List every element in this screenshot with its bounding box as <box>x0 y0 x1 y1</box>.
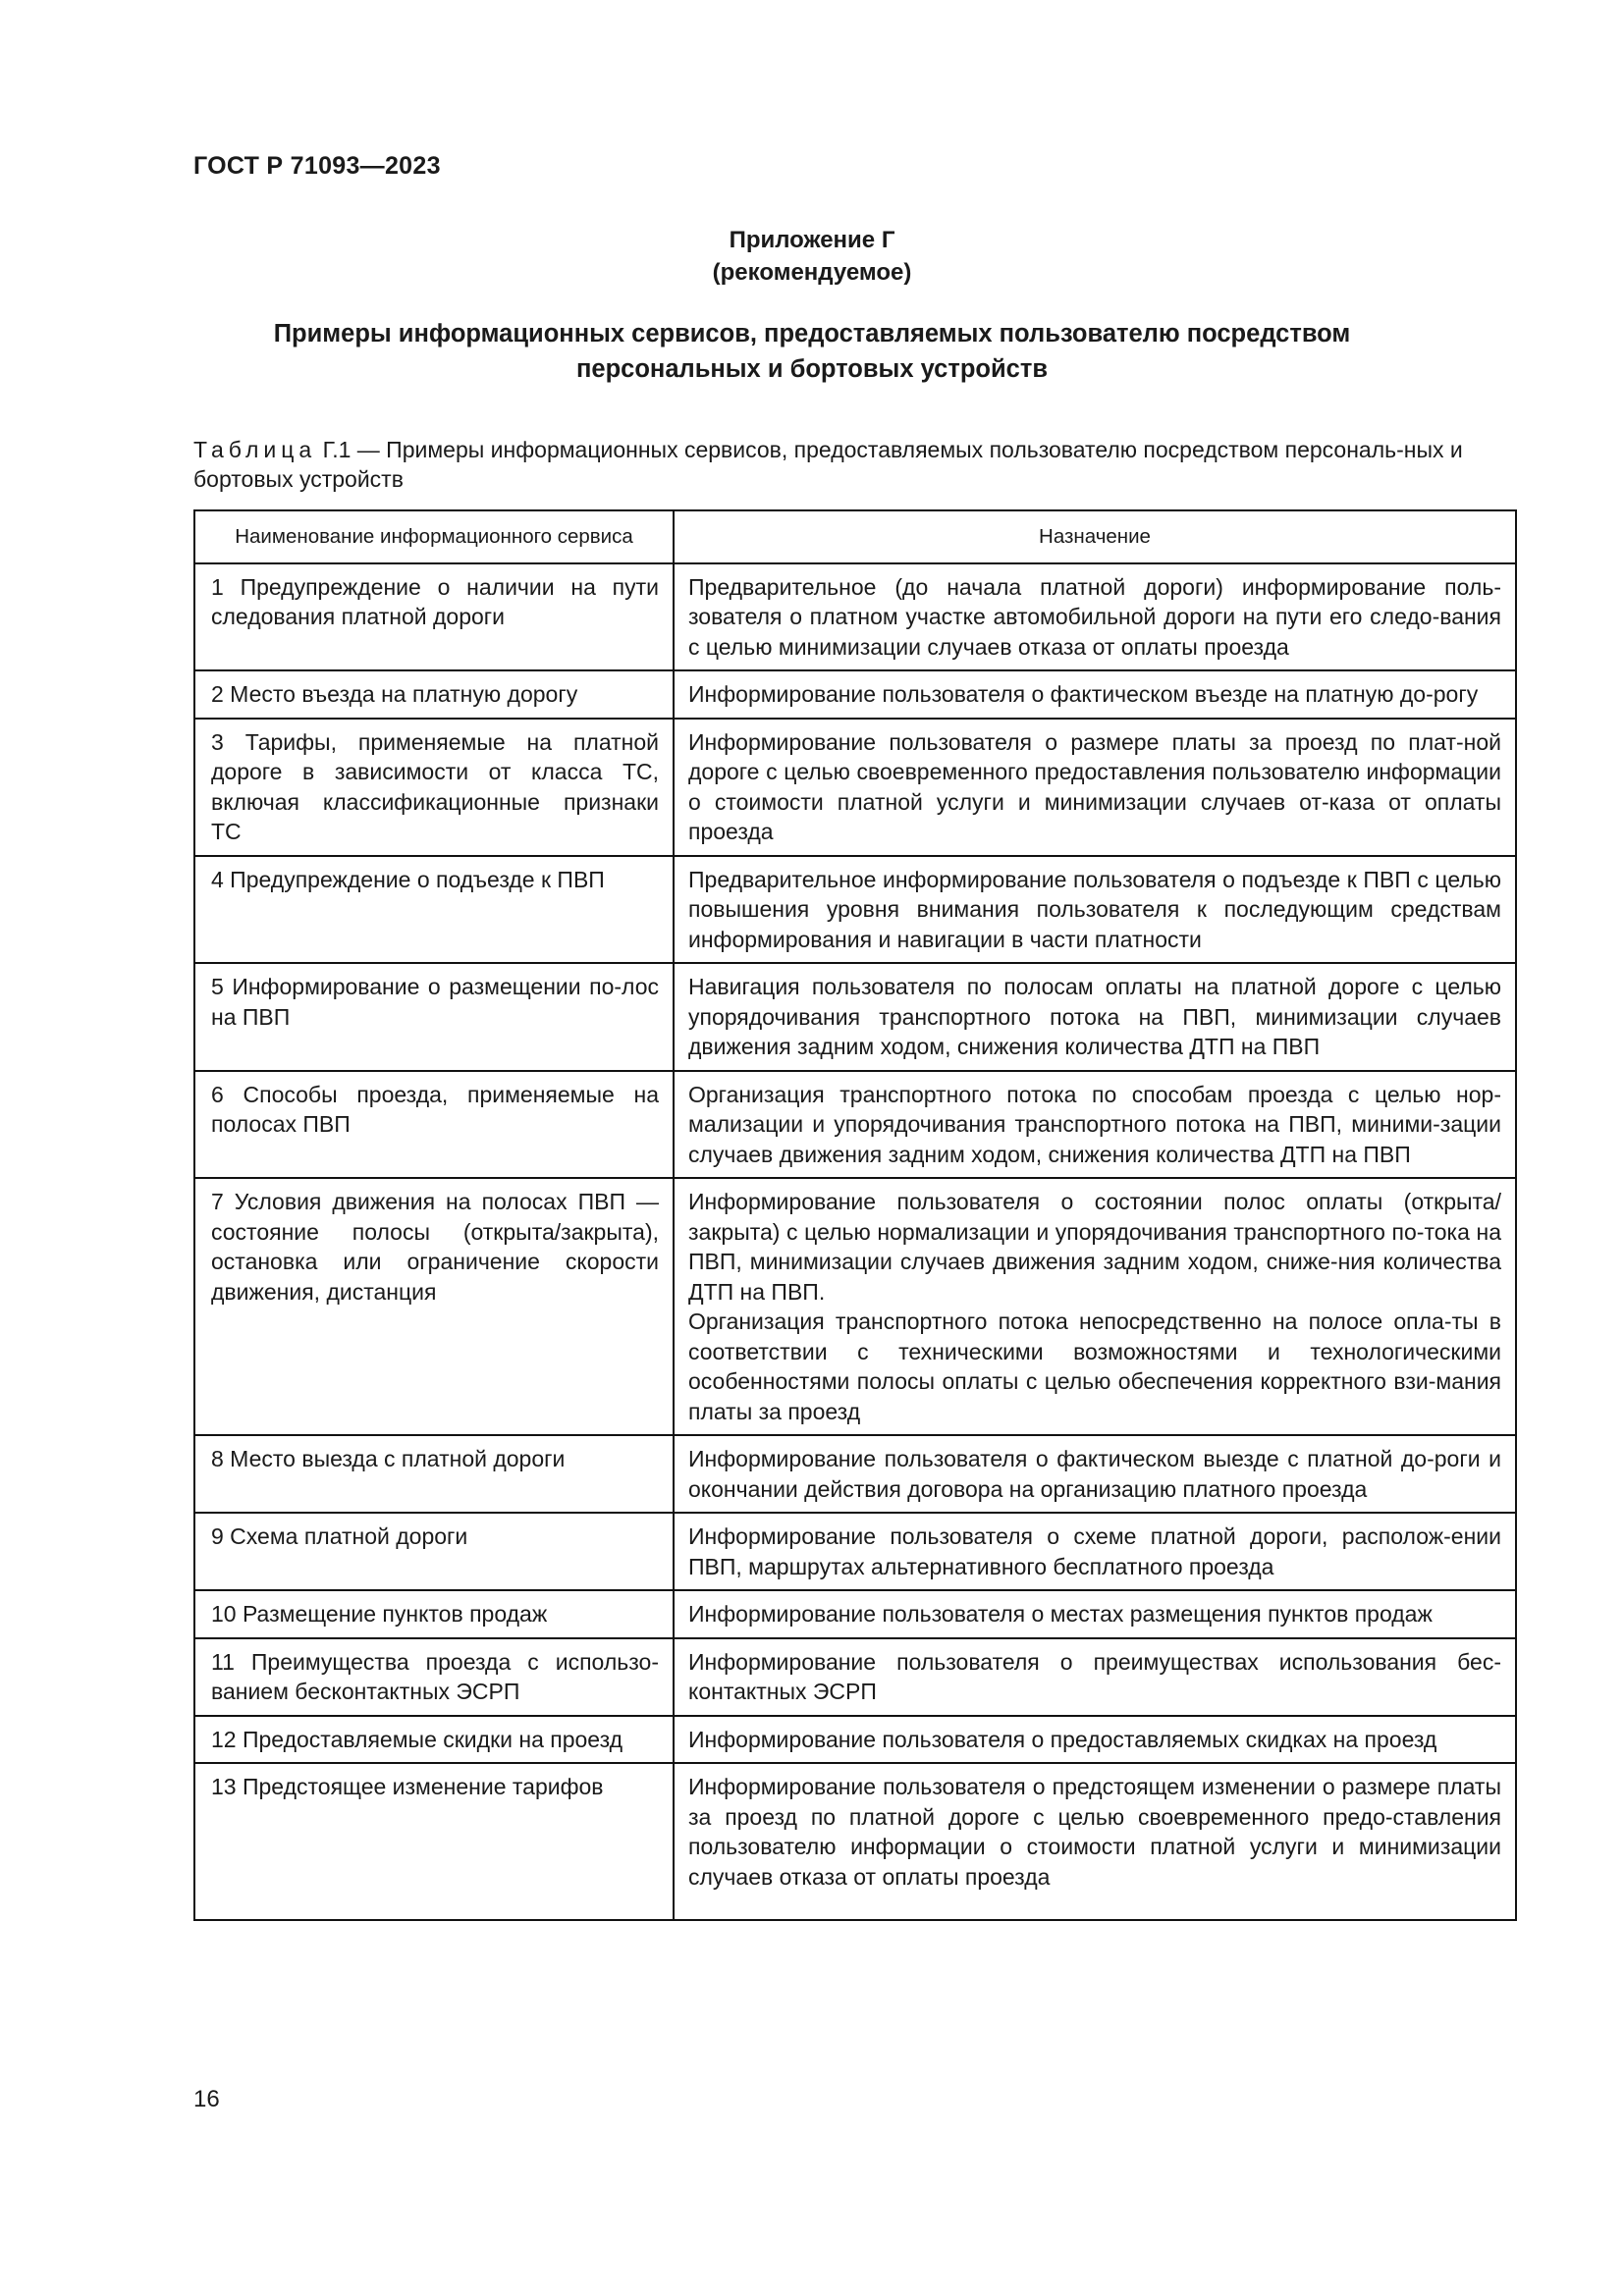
table-caption <box>193 435 1514 494</box>
service-name-cell: 12 Предоставляемые скидки на проезд <box>194 1716 674 1764</box>
service-purpose-cell: Информирование пользователя о преимуществах использования бес-контактных ЭСРП <box>674 1638 1516 1716</box>
table-caption-text: Г.1 — Примеры информационных сервисов, предоставляемых пользователю посредством персональ-ных и бортовых устройств <box>193 437 1463 492</box>
service-purpose-cell: Информирование пользователя о размере платы за проезд по плат-ной дороге с целью своевременного предоставления пользователю информации о стоимости платной услуги и минимизации случаев от-каза от оплаты проезда <box>674 719 1516 856</box>
main-title <box>196 316 1428 387</box>
service-purpose-cell: Предварительное (до начала платной дороги) информирование поль-зователя о платном участке автомобильной дороги на пути его следо-вания с целью минимизации случаев отказа от оплаты проезда <box>674 563 1516 671</box>
service-purpose-cell: Информирование пользователя о предоставляемых скидках на проезд <box>674 1716 1516 1764</box>
table-row <box>194 1763 1516 1920</box>
table-row <box>194 1513 1516 1590</box>
appendix-status: (рекомендуемое) <box>712 259 912 286</box>
table-row <box>194 1638 1516 1716</box>
table-row <box>194 1178 1516 1435</box>
appendix-heading <box>0 224 1624 289</box>
table-row <box>194 963 1516 1071</box>
service-purpose-cell <box>674 1178 1516 1435</box>
service-name-cell: 11 Преимущества проезда с использо-ванием бесконтактных ЭСРП <box>194 1638 674 1716</box>
service-purpose-cell: Информирование пользователя о предстоящем изменении о размере платы за проезд по платной дороге с целью своевременного предо-ставления пользователю информации о стоимости платной услуги и минимизации случаев отказа от оплаты проезда <box>674 1763 1516 1920</box>
service-purpose-cell: Организация транспортного потока по способам проезда с целью нор-мализации и упорядочивания транспортного потока на ПВП, миними-зации случаев движения задним ходом, снижения количества ДТП на ПВП <box>674 1071 1516 1179</box>
service-purpose-cell: Предварительное информирование пользователя о подъезде к ПВП с целью повышения уровня внимания пользователя к последующим средствам информирования и навигации в части платности <box>674 856 1516 964</box>
table-row <box>194 670 1516 719</box>
main-title-line-2: персональных и бортовых устройств <box>576 355 1048 383</box>
service-name-cell: 4 Предупреждение о подъезде к ПВП <box>194 856 674 964</box>
table-row <box>194 563 1516 671</box>
service-name-cell: 5 Информирование о размещении по-лос на ПВП <box>194 963 674 1071</box>
service-name-cell: 3 Тарифы, применяемые на платной дороге в зависимости от класса ТС, включая классификационные признаки ТС <box>194 719 674 856</box>
table-row <box>194 856 1516 964</box>
service-name-cell: 2 Место въезда на платную дорогу <box>194 670 674 719</box>
document-code: ГОСТ Р 71093—2023 <box>193 152 441 180</box>
service-name-cell: 9 Схема платной дороги <box>194 1513 674 1590</box>
service-purpose-cell: Информирование пользователя о схеме платной дороги, располож-ении ПВП, маршрутах альтернативного бесплатного проезда <box>674 1513 1516 1590</box>
service-name-cell: 6 Способы проезда, применяемые на полосах ПВП <box>194 1071 674 1179</box>
table-row <box>194 1071 1516 1179</box>
main-title-line-1: Примеры информационных сервисов, предоставляемых пользователю посредством <box>273 320 1351 347</box>
service-purpose-paragraph: Организация транспортного потока непосредственно на полосе опла-ты в соответствии с техническими возможностями и технологическими особенностями полосы оплаты с целью обеспечения корректного взи-мания платы за проезд <box>688 1308 1501 1424</box>
service-purpose-cell: Информирование пользователя о фактическом въезде на платную до-рогу <box>674 670 1516 719</box>
service-purpose-cell: Информирование пользователя о фактическом выезде с платной до-роги и окончании действия договора на организацию платного проезда <box>674 1435 1516 1513</box>
column-header-service-name: Наименование информационного сервиса <box>194 510 674 563</box>
table-row <box>194 719 1516 856</box>
service-purpose-cell: Навигация пользователя по полосам оплаты на платной дороге с целью упорядочивания транспортного потока на ПВП, минимизации случаев движения задним ходом, снижения количества ДТП на ПВП <box>674 963 1516 1071</box>
table-header-row <box>194 510 1516 563</box>
table-row <box>194 1716 1516 1764</box>
table-row <box>194 1435 1516 1513</box>
column-header-purpose: Назначение <box>674 510 1516 563</box>
service-name-cell: 13 Предстоящее изменение тарифов <box>194 1763 674 1920</box>
table-row <box>194 1590 1516 1638</box>
service-purpose-cell: Информирование пользователя о местах размещения пунктов продаж <box>674 1590 1516 1638</box>
services-table <box>193 509 1517 1921</box>
service-name-cell: 8 Место выезда с платной дороги <box>194 1435 674 1513</box>
service-name-cell: 7 Условия движения на полосах ПВП — состояние полосы (открыта/закрыта), остановка или ограничение скорости движения, дистанция <box>194 1178 674 1435</box>
appendix-title: Приложение Г <box>729 227 895 253</box>
service-name-cell: 1 Предупреждение о наличии на пути следования платной дороги <box>194 563 674 671</box>
service-purpose-paragraph: Информирование пользователя о состоянии полос оплаты (открыта/ закрыта) с целью нормализации и упорядочивания транспортного по-тока на ПВП, минимизации случаев движения задним ходом, сниже-ния количества ДТП на ПВП. <box>688 1189 1501 1305</box>
service-name-cell: 10 Размещение пунктов продаж <box>194 1590 674 1638</box>
page-number: 16 <box>193 2086 220 2112</box>
table-caption-label: Таблица <box>193 437 317 462</box>
